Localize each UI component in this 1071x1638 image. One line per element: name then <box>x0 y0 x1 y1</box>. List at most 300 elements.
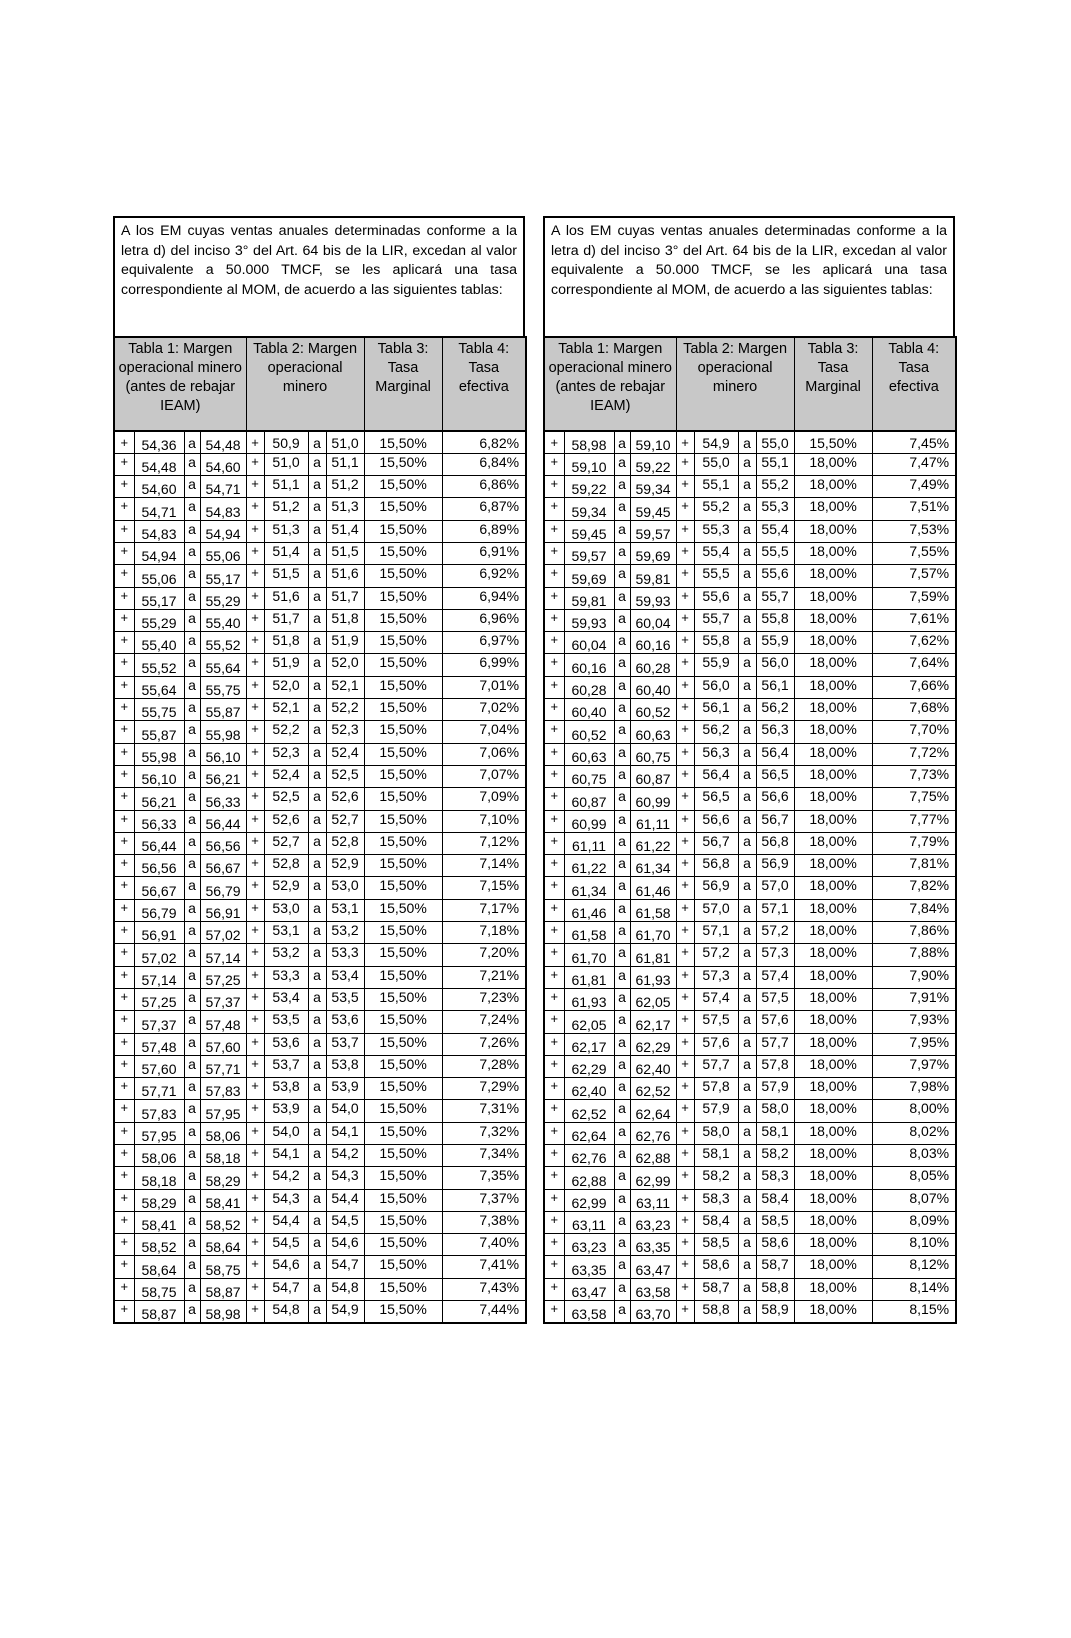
plus-sign: + <box>114 877 134 899</box>
tasa-marginal: 18,00% <box>794 966 872 988</box>
tabla2-from: 58,7 <box>694 1278 738 1300</box>
plus-sign: + <box>246 743 264 765</box>
tasa-marginal: 15,50% <box>364 1301 442 1323</box>
plus-sign: + <box>246 810 264 832</box>
plus-sign: + <box>246 1145 264 1167</box>
tasa-efectiva: 6,96% <box>442 609 526 631</box>
tasa-efectiva: 7,64% <box>872 654 956 676</box>
tasa-marginal: 15,50% <box>364 944 442 966</box>
tabla2-from: 53,9 <box>264 1100 308 1122</box>
tabla1-from: 56,10 <box>134 765 184 787</box>
table-row <box>114 1033 526 1055</box>
tasa-marginal: 15,50% <box>364 810 442 832</box>
tasa-marginal: 18,00% <box>794 565 872 587</box>
tasa-marginal: 18,00% <box>794 988 872 1010</box>
tabla2-to: 51,6 <box>326 565 364 587</box>
tasa-efectiva: 7,26% <box>442 1033 526 1055</box>
tasa-efectiva: 8,10% <box>872 1234 956 1256</box>
separator-a: a <box>184 743 200 765</box>
table-row <box>544 654 956 676</box>
tabla1-from: 62,88 <box>564 1167 614 1189</box>
tabla2-from: 54,8 <box>264 1301 308 1323</box>
plus-sign: + <box>246 1055 264 1077</box>
table-row <box>544 966 956 988</box>
plus-sign: + <box>544 721 564 743</box>
tabla2-to: 52,9 <box>326 855 364 877</box>
tabla1-to: 60,52 <box>630 699 676 721</box>
tabla1-from: 61,58 <box>564 922 614 944</box>
separator-a: a <box>308 1189 326 1211</box>
tabla2-to: 54,1 <box>326 1122 364 1144</box>
separator-a: a <box>738 632 756 654</box>
separator-a: a <box>184 788 200 810</box>
tabla1-from: 56,21 <box>134 788 184 810</box>
tasa-marginal: 18,00% <box>794 453 872 475</box>
separator-a: a <box>184 877 200 899</box>
separator-a: a <box>308 1100 326 1122</box>
tabla1-from: 59,10 <box>564 453 614 475</box>
tasa-efectiva: 7,09% <box>442 788 526 810</box>
separator-a: a <box>308 476 326 498</box>
separator-a: a <box>738 476 756 498</box>
separator-a: a <box>184 542 200 564</box>
tabla2-from: 57,5 <box>694 1011 738 1033</box>
tabla1-from: 56,67 <box>134 877 184 899</box>
separator-a: a <box>308 988 326 1010</box>
tasa-efectiva: 7,66% <box>872 676 956 698</box>
tabla2-to: 54,8 <box>326 1278 364 1300</box>
plus-sign: + <box>246 676 264 698</box>
plus-sign: + <box>544 453 564 475</box>
plus-sign: + <box>676 855 694 877</box>
tabla1-from: 55,64 <box>134 676 184 698</box>
plus-sign: + <box>544 676 564 698</box>
tabla2-from: 53,0 <box>264 899 308 921</box>
tabla1-from: 56,56 <box>134 855 184 877</box>
tasa-marginal: 18,00% <box>794 922 872 944</box>
tabla2-from: 58,6 <box>694 1256 738 1278</box>
plus-sign: + <box>676 1011 694 1033</box>
plus-sign: + <box>676 1211 694 1233</box>
tabla2-from: 57,7 <box>694 1055 738 1077</box>
tabla2-to: 53,7 <box>326 1033 364 1055</box>
tabla2-from: 54,0 <box>264 1122 308 1144</box>
tabla2-to: 55,7 <box>756 587 794 609</box>
tabla2-from: 51,8 <box>264 632 308 654</box>
tabla1-to: 63,58 <box>630 1278 676 1300</box>
separator-a: a <box>308 743 326 765</box>
tasa-efectiva: 7,45% <box>872 431 956 453</box>
plus-sign: + <box>676 1167 694 1189</box>
plus-sign: + <box>114 1033 134 1055</box>
tabla1-to: 60,04 <box>630 609 676 631</box>
separator-a: a <box>184 1256 200 1278</box>
table-row <box>544 1167 956 1189</box>
plus-sign: + <box>676 743 694 765</box>
tasa-efectiva: 7,14% <box>442 855 526 877</box>
separator-a: a <box>184 1078 200 1100</box>
tabla1-from: 55,29 <box>134 609 184 631</box>
tabla2-to: 56,0 <box>756 654 794 676</box>
plus-sign: + <box>246 1234 264 1256</box>
tabla2-from: 53,7 <box>264 1055 308 1077</box>
tabla1-to: 59,45 <box>630 498 676 520</box>
plus-sign: + <box>544 431 564 453</box>
tasa-efectiva: 6,84% <box>442 453 526 475</box>
tasa-efectiva: 6,94% <box>442 587 526 609</box>
separator-a: a <box>738 1256 756 1278</box>
table-row <box>114 1301 526 1323</box>
tabla2-to: 57,1 <box>756 899 794 921</box>
plus-sign: + <box>544 832 564 854</box>
tabla1-to: 57,60 <box>200 1033 246 1055</box>
plus-sign: + <box>544 1211 564 1233</box>
table-row <box>114 966 526 988</box>
plus-sign: + <box>676 542 694 564</box>
table-row <box>114 832 526 854</box>
plus-sign: + <box>114 1256 134 1278</box>
plus-sign: + <box>114 810 134 832</box>
plus-sign: + <box>544 1078 564 1100</box>
separator-a: a <box>738 765 756 787</box>
tabla2-to: 58,0 <box>756 1100 794 1122</box>
tasa-marginal: 15,50% <box>364 1278 442 1300</box>
plus-sign: + <box>246 498 264 520</box>
table-row <box>114 788 526 810</box>
table-row <box>544 899 956 921</box>
table-row <box>114 721 526 743</box>
tabla2-from: 51,9 <box>264 654 308 676</box>
tabla1-to: 59,34 <box>630 476 676 498</box>
table-row <box>544 855 956 877</box>
tasa-marginal: 15,50% <box>364 832 442 854</box>
plus-sign: + <box>544 944 564 966</box>
tabla2-to: 55,6 <box>756 565 794 587</box>
separator-a: a <box>614 699 630 721</box>
table-row <box>544 498 956 520</box>
separator-a: a <box>184 654 200 676</box>
tabla2-to: 55,5 <box>756 542 794 564</box>
separator-a: a <box>184 1122 200 1144</box>
plus-sign: + <box>114 788 134 810</box>
tasa-marginal: 15,50% <box>794 431 872 453</box>
tabla1-to: 54,94 <box>200 520 246 542</box>
separator-a: a <box>614 632 630 654</box>
tabla1-from: 60,87 <box>564 788 614 810</box>
tabla2-to: 51,3 <box>326 498 364 520</box>
tabla2-from: 58,3 <box>694 1189 738 1211</box>
tasa-efectiva: 7,82% <box>872 877 956 899</box>
header-tabla-1: Tabla 1: Margen operacional minero (antes de rebajar IEAM) <box>544 337 676 431</box>
separator-a: a <box>738 1211 756 1233</box>
tabla1-to: 56,79 <box>200 877 246 899</box>
tabla2-to: 57,8 <box>756 1055 794 1077</box>
tasa-efectiva: 8,12% <box>872 1256 956 1278</box>
separator-a: a <box>184 1033 200 1055</box>
separator-a: a <box>614 810 630 832</box>
tabla1-from: 58,06 <box>134 1145 184 1167</box>
table-row <box>114 476 526 498</box>
tasa-efectiva: 7,07% <box>442 765 526 787</box>
tabla2-to: 52,2 <box>326 699 364 721</box>
plus-sign: + <box>114 453 134 475</box>
plus-sign: + <box>544 1234 564 1256</box>
tasa-marginal: 15,50% <box>364 1055 442 1077</box>
plus-sign: + <box>114 1278 134 1300</box>
tasa-efectiva: 6,97% <box>442 632 526 654</box>
plus-sign: + <box>246 899 264 921</box>
tasa-marginal: 15,50% <box>364 453 442 475</box>
tasa-efectiva: 8,02% <box>872 1122 956 1144</box>
plus-sign: + <box>114 498 134 520</box>
tabla1-from: 62,52 <box>564 1100 614 1122</box>
tabla1-to: 56,33 <box>200 788 246 810</box>
plus-sign: + <box>246 520 264 542</box>
plus-sign: + <box>544 498 564 520</box>
tabla2-from: 52,2 <box>264 721 308 743</box>
plus-sign: + <box>246 1189 264 1211</box>
separator-a: a <box>184 453 200 475</box>
tabla1-to: 56,44 <box>200 810 246 832</box>
tabla2-to: 56,7 <box>756 810 794 832</box>
tabla1-to: 63,11 <box>630 1189 676 1211</box>
tasa-marginal: 15,50% <box>364 1122 442 1144</box>
separator-a: a <box>308 788 326 810</box>
plus-sign: + <box>676 632 694 654</box>
separator-a: a <box>308 654 326 676</box>
tabla1-from: 62,05 <box>564 1011 614 1033</box>
tasa-efectiva: 7,01% <box>442 676 526 698</box>
tabla1-to: 58,41 <box>200 1189 246 1211</box>
tabla1-to: 61,93 <box>630 966 676 988</box>
plus-sign: + <box>676 966 694 988</box>
tasa-marginal: 18,00% <box>794 855 872 877</box>
separator-a: a <box>308 676 326 698</box>
table-body <box>544 431 956 1323</box>
tabla2-from: 58,4 <box>694 1211 738 1233</box>
tasa-marginal: 18,00% <box>794 721 872 743</box>
table-row <box>544 1055 956 1077</box>
separator-a: a <box>308 721 326 743</box>
plus-sign: + <box>246 1256 264 1278</box>
tabla1-from: 63,58 <box>564 1301 614 1323</box>
separator-a: a <box>614 721 630 743</box>
tabla2-from: 52,4 <box>264 765 308 787</box>
tasa-efectiva: 7,41% <box>442 1256 526 1278</box>
plus-sign: + <box>676 721 694 743</box>
plus-sign: + <box>246 632 264 654</box>
separator-a: a <box>614 609 630 631</box>
header-tabla-4: Tabla 4: Tasa efectiva <box>872 337 956 431</box>
tabla2-from: 53,4 <box>264 988 308 1010</box>
table-row <box>114 1011 526 1033</box>
tabla1-from: 56,79 <box>134 899 184 921</box>
plus-sign: + <box>246 1278 264 1300</box>
tabla1-to: 55,87 <box>200 699 246 721</box>
separator-a: a <box>308 609 326 631</box>
table-row <box>114 1055 526 1077</box>
plus-sign: + <box>114 632 134 654</box>
tabla2-from: 53,8 <box>264 1078 308 1100</box>
plus-sign: + <box>544 587 564 609</box>
separator-a: a <box>308 855 326 877</box>
plus-sign: + <box>114 832 134 854</box>
tabla1-to: 57,02 <box>200 922 246 944</box>
tabla1-to: 55,40 <box>200 609 246 631</box>
tabla1-to: 62,99 <box>630 1167 676 1189</box>
tasa-marginal: 15,50% <box>364 1100 442 1122</box>
separator-a: a <box>308 1211 326 1233</box>
tabla1-from: 59,57 <box>564 542 614 564</box>
tasa-marginal: 15,50% <box>364 966 442 988</box>
tabla2-from: 51,2 <box>264 498 308 520</box>
tasa-marginal: 15,50% <box>364 1033 442 1055</box>
plus-sign: + <box>544 922 564 944</box>
tasa-marginal: 15,50% <box>364 565 442 587</box>
tasa-efectiva: 7,34% <box>442 1145 526 1167</box>
tabla1-from: 59,34 <box>564 498 614 520</box>
tabla2-to: 54,7 <box>326 1256 364 1278</box>
tabla1-from: 57,60 <box>134 1055 184 1077</box>
separator-a: a <box>308 1256 326 1278</box>
plus-sign: + <box>544 966 564 988</box>
table-row <box>114 810 526 832</box>
table-row <box>544 1011 956 1033</box>
tasa-efectiva: 7,97% <box>872 1055 956 1077</box>
tabla1-to: 57,37 <box>200 988 246 1010</box>
plus-sign: + <box>544 1011 564 1033</box>
tabla1-to: 63,23 <box>630 1211 676 1233</box>
tabla2-from: 54,5 <box>264 1234 308 1256</box>
table-row <box>544 1122 956 1144</box>
tabla2-to: 55,0 <box>756 431 794 453</box>
tabla1-to: 62,17 <box>630 1011 676 1033</box>
header-tabla-1: Tabla 1: Margen operacional minero (antes de rebajar IEAM) <box>114 337 246 431</box>
tasa-marginal: 15,50% <box>364 1211 442 1233</box>
plus-sign: + <box>246 1122 264 1144</box>
separator-a: a <box>184 988 200 1010</box>
separator-a: a <box>614 654 630 676</box>
plus-sign: + <box>676 654 694 676</box>
separator-a: a <box>738 1100 756 1122</box>
plus-sign: + <box>114 899 134 921</box>
plus-sign: + <box>114 676 134 698</box>
tabla2-from: 52,9 <box>264 877 308 899</box>
separator-a: a <box>184 1100 200 1122</box>
separator-a: a <box>308 565 326 587</box>
tabla2-from: 55,0 <box>694 453 738 475</box>
tasa-marginal: 15,50% <box>364 988 442 1010</box>
plus-sign: + <box>114 587 134 609</box>
tabla1-from: 55,75 <box>134 699 184 721</box>
tabla2-to: 54,9 <box>326 1301 364 1323</box>
tabla2-to: 53,1 <box>326 899 364 921</box>
separator-a: a <box>614 1122 630 1144</box>
table-row <box>114 1211 526 1233</box>
tasa-efectiva: 7,44% <box>442 1301 526 1323</box>
tabla1-to: 62,88 <box>630 1145 676 1167</box>
tabla2-from: 58,0 <box>694 1122 738 1144</box>
tabla2-from: 57,6 <box>694 1033 738 1055</box>
plus-sign: + <box>676 1078 694 1100</box>
plus-sign: + <box>114 765 134 787</box>
table-row <box>114 1078 526 1100</box>
separator-a: a <box>614 542 630 564</box>
plus-sign: + <box>544 899 564 921</box>
plus-sign: + <box>246 1033 264 1055</box>
tabla1-from: 60,16 <box>564 654 614 676</box>
table-row <box>544 832 956 854</box>
tasa-efectiva: 7,61% <box>872 609 956 631</box>
tasa-efectiva: 7,04% <box>442 721 526 743</box>
separator-a: a <box>184 476 200 498</box>
tabla1-to: 58,29 <box>200 1167 246 1189</box>
separator-a: a <box>308 1011 326 1033</box>
separator-a: a <box>614 988 630 1010</box>
tasa-marginal: 15,50% <box>364 520 442 542</box>
separator-a: a <box>614 453 630 475</box>
tasa-efectiva: 7,18% <box>442 922 526 944</box>
tasa-marginal: 15,50% <box>364 431 442 453</box>
tabla1-from: 59,45 <box>564 520 614 542</box>
tabla1-to: 58,64 <box>200 1234 246 1256</box>
plus-sign: + <box>544 520 564 542</box>
table-row <box>544 1301 956 1323</box>
separator-a: a <box>738 1078 756 1100</box>
separator-a: a <box>614 877 630 899</box>
plus-sign: + <box>676 1033 694 1055</box>
plus-sign: + <box>544 1189 564 1211</box>
separator-a: a <box>614 1189 630 1211</box>
tabla1-to: 62,29 <box>630 1033 676 1055</box>
tabla2-from: 51,6 <box>264 587 308 609</box>
separator-a: a <box>614 855 630 877</box>
separator-a: a <box>614 1301 630 1323</box>
tasa-marginal: 18,00% <box>794 632 872 654</box>
separator-a: a <box>738 855 756 877</box>
tasa-marginal: 15,50% <box>364 1078 442 1100</box>
tasa-marginal: 18,00% <box>794 877 872 899</box>
plus-sign: + <box>246 587 264 609</box>
separator-a: a <box>614 1011 630 1033</box>
plus-sign: + <box>114 855 134 877</box>
plus-sign: + <box>676 877 694 899</box>
plus-sign: + <box>676 1301 694 1323</box>
tabla1-to: 61,81 <box>630 944 676 966</box>
separator-a: a <box>184 498 200 520</box>
separator-a: a <box>184 1278 200 1300</box>
tabla1-to: 60,28 <box>630 654 676 676</box>
tabla1-to: 58,98 <box>200 1301 246 1323</box>
table-row <box>114 1167 526 1189</box>
plus-sign: + <box>114 966 134 988</box>
tabla1-to: 60,75 <box>630 743 676 765</box>
separator-a: a <box>614 743 630 765</box>
tabla1-to: 54,71 <box>200 476 246 498</box>
tasa-efectiva: 7,40% <box>442 1234 526 1256</box>
tabla2-to: 51,2 <box>326 476 364 498</box>
tabla2-to: 54,6 <box>326 1234 364 1256</box>
tabla2-from: 51,0 <box>264 453 308 475</box>
separator-a: a <box>614 1234 630 1256</box>
separator-a: a <box>184 765 200 787</box>
separator-a: a <box>308 877 326 899</box>
table-row <box>544 676 956 698</box>
table-row <box>114 609 526 631</box>
tabla1-to: 60,16 <box>630 632 676 654</box>
separator-a: a <box>738 587 756 609</box>
separator-a: a <box>738 1189 756 1211</box>
